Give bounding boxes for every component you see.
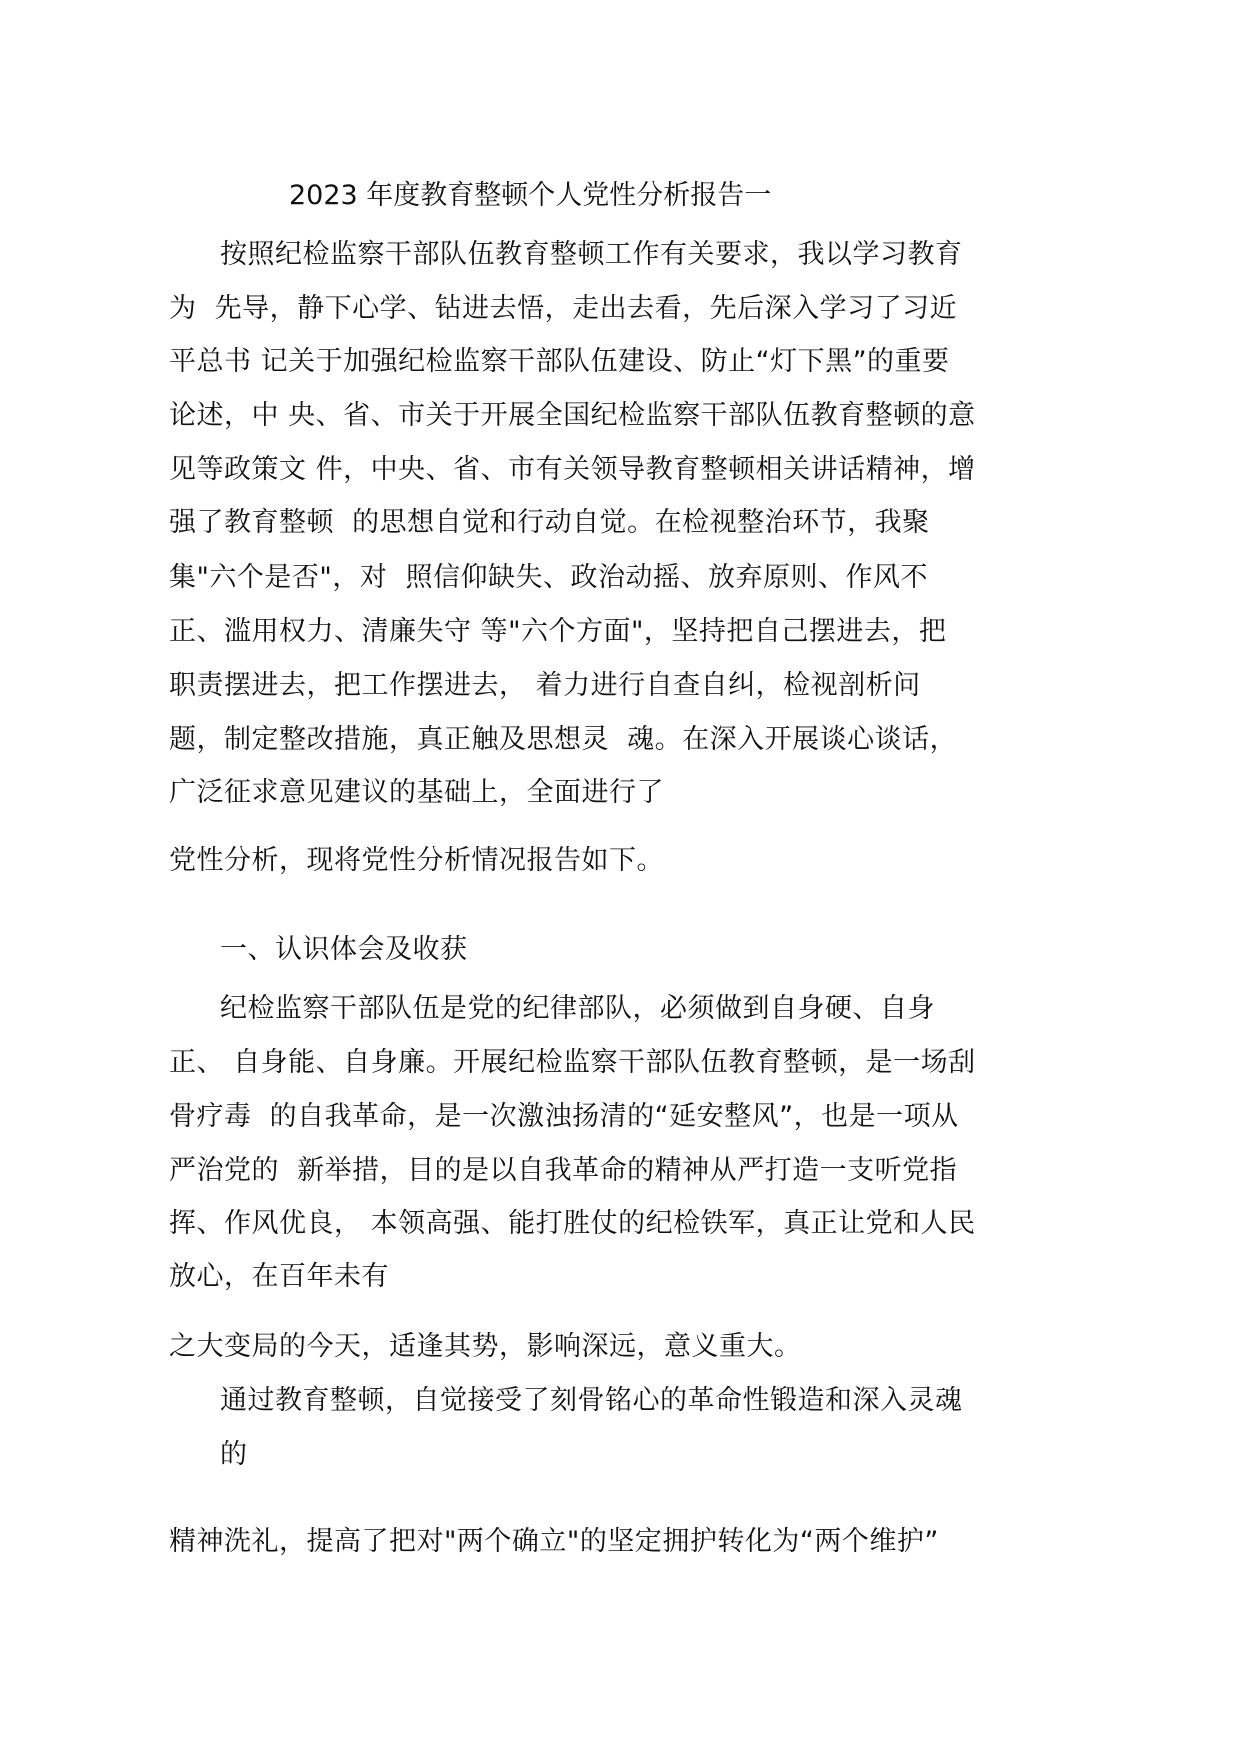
intro-line-9: 职责摆进去，把工作摆进去， 着力进行自查自纠，检视剖析问 bbox=[169, 670, 921, 701]
section1-line-2: 正、 自身能、自身廉。开展纪检监察干部队伍教育整顿，是一场刮 bbox=[169, 1047, 976, 1078]
section1-tail: 之大变局的今天，适逢其势，影响深远，意义重大。 bbox=[169, 1331, 802, 1362]
intro-line-11: 广泛征求意见建议的基础上，全面进行了 bbox=[169, 777, 664, 808]
intro-line-2: 为 先导，静下心学、钻进去悟，走出去看，先后深入学习了习近 bbox=[169, 293, 958, 324]
intro-line-4: 论述，中 央、省、市关于开展全国纪检监察干部队伍教育整顿的意 bbox=[169, 400, 976, 431]
para3-line-1: 精神洗礼，提高了把对"两个确立"的坚定拥护转化为“两个维护” bbox=[169, 1526, 939, 1557]
intro-line-8: 正、滥用权力、清廉失守 等"六个方面"，坚持把自己摆进去，把 bbox=[169, 616, 947, 647]
section1-line-4: 严治党的 新举措，目的是以自我革命的精神从严打造一支听党指 bbox=[169, 1155, 958, 1186]
section-heading: 一、认识体会及收获 bbox=[220, 934, 468, 965]
section1-line-3: 骨疗毒 的自我革命，是一次激浊扬清的“延安整风”，也是一项从 bbox=[169, 1101, 959, 1132]
intro-line-3: 平总书 记关于加强纪检监察干部队伍建设、防止“灯下黑”的重要 bbox=[169, 346, 950, 377]
section1-line-5: 挥、作风优良， 本领高强、能打胜仗的纪检铁军，真正让党和人民 bbox=[169, 1208, 976, 1239]
para2-line-2: 的 bbox=[220, 1439, 248, 1470]
intro-line-1: 按照纪检监察干部队伍教育整顿工作有关要求，我以学习教育 bbox=[220, 239, 963, 270]
section1-line-6: 放心，在百年未有 bbox=[169, 1261, 389, 1292]
document-title: 2023 年度教育整顿个人党性分析报告一 bbox=[289, 180, 772, 211]
para2-line-1: 通过教育整顿，自觉接受了刻骨铭心的革命性锻造和深入灵魂 bbox=[220, 1385, 963, 1416]
intro-line-5: 见等政策文 件，中央、省、市有关领导教育整顿相关讲话精神，增 bbox=[169, 454, 976, 485]
intro-tail: 党性分析，现将党性分析情况报告如下。 bbox=[169, 845, 664, 876]
intro-line-6: 强了教育整顿 的思想自觉和行动自觉。在检视整治环节，我聚 bbox=[169, 507, 930, 538]
intro-line-7: 集"六个是否"，对 照信仰缺失、政治动摇、放弃原则、作风不 bbox=[169, 562, 929, 593]
intro-line-10: 题，制定整改措施，真正触及思想灵 魂。在深入开展谈心谈话， bbox=[169, 724, 958, 755]
section1-line-1: 纪检监察干部队伍是党的纪律部队，必须做到自身硬、自身 bbox=[220, 993, 935, 1024]
